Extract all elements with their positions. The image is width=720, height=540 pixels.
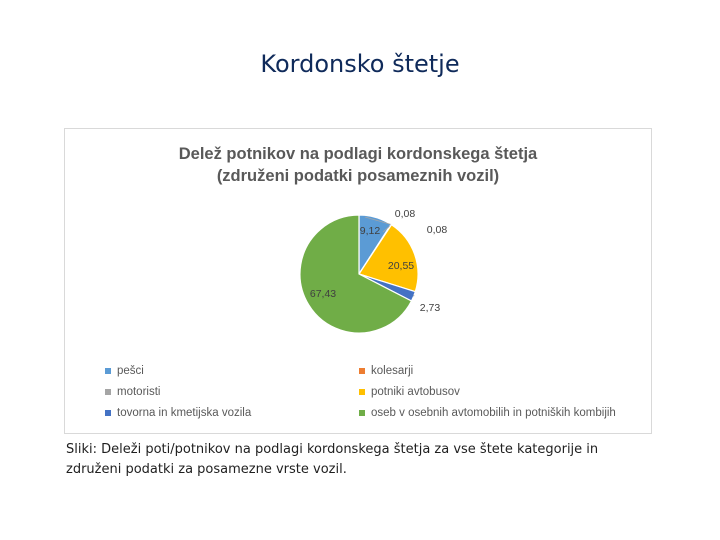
data-label: 0,08 [426, 224, 448, 236]
data-label: 9,12 [359, 225, 381, 237]
chart-frame [64, 128, 652, 434]
legend-label: motoristi [117, 386, 161, 398]
legend-item [105, 362, 359, 380]
slide-title: Kordonsko štetje [260, 50, 460, 78]
figure-caption: Sliki: Deleži poti/potnikov na podlagi kordonskega štetja za vse štete kategorije in združeni podatki za posamezne vrste vozil. [66, 442, 599, 477]
legend-item [359, 404, 625, 422]
legend-swatch [105, 410, 111, 416]
chart-title-line-2: (združeni podatki posameznih vozil) [216, 167, 500, 185]
legend-swatch [359, 410, 365, 416]
legend-label: tovorna in kmetijska vozila [117, 407, 252, 419]
legend-item [359, 383, 625, 401]
chart-legend [105, 362, 625, 422]
legend-item [105, 383, 359, 401]
legend-item [105, 404, 359, 422]
pie-chart [65, 129, 651, 359]
legend-item [359, 362, 625, 380]
chart-title-line-1: Delež potnikov na podlagi kordonskega štetja [178, 145, 538, 163]
legend-swatch [359, 368, 365, 374]
legend-label: oseb v osebnih avtomobilih in potniških kombijih [371, 407, 616, 419]
legend-label: pešci [117, 365, 144, 377]
data-label: 67,43 [309, 288, 337, 300]
legend-swatch [105, 368, 111, 374]
legend-swatch [359, 389, 365, 395]
legend-label: kolesarji [371, 365, 414, 377]
data-label: 0,08 [394, 208, 416, 220]
data-label: 2,73 [419, 302, 441, 314]
legend-swatch [105, 389, 111, 395]
data-label: 20,55 [387, 260, 415, 272]
legend-label: potniki avtobusov [371, 386, 460, 398]
